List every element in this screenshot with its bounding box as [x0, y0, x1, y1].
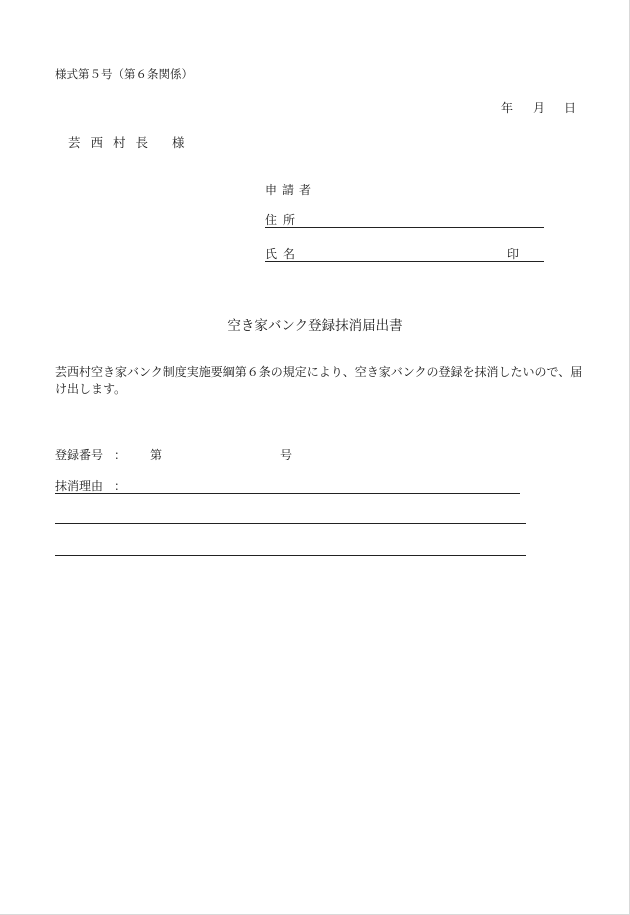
- date-day-label: 日: [564, 101, 577, 115]
- registration-number-label: 登録番号: [55, 448, 104, 462]
- document-title: 空き家バンク登録抹消届出書: [227, 318, 403, 334]
- name-field[interactable]: [265, 245, 544, 262]
- form-number: 様式第５号（第６条関係）: [55, 67, 193, 81]
- address-field[interactable]: [265, 211, 544, 228]
- reason-colon: ：: [114, 479, 127, 493]
- reason-label: 抹消理由: [55, 479, 104, 493]
- registration-colon: ：: [114, 448, 127, 462]
- applicant-heading: 申請者: [265, 183, 317, 197]
- seal-label: 印: [506, 247, 519, 261]
- registration-suffix: 号: [280, 448, 293, 462]
- reason-field[interactable]: [55, 477, 520, 494]
- reason-blank-line-1[interactable]: [55, 523, 526, 524]
- reason-blank-line-2[interactable]: [55, 555, 526, 556]
- name-label: 氏名: [265, 247, 302, 261]
- registration-prefix: 第: [150, 448, 163, 462]
- addressee: 芸西村長 様: [68, 135, 195, 150]
- date-month-label: 月: [533, 101, 546, 115]
- date-year-label: 年: [501, 101, 514, 115]
- date-line: [501, 99, 576, 116]
- address-label: 住所: [265, 213, 302, 227]
- body-text: 芸西村空き家バンク制度実施要綱第６条の規定により、空き家バンクの登録を抹消したいので、届け出します。: [55, 365, 583, 396]
